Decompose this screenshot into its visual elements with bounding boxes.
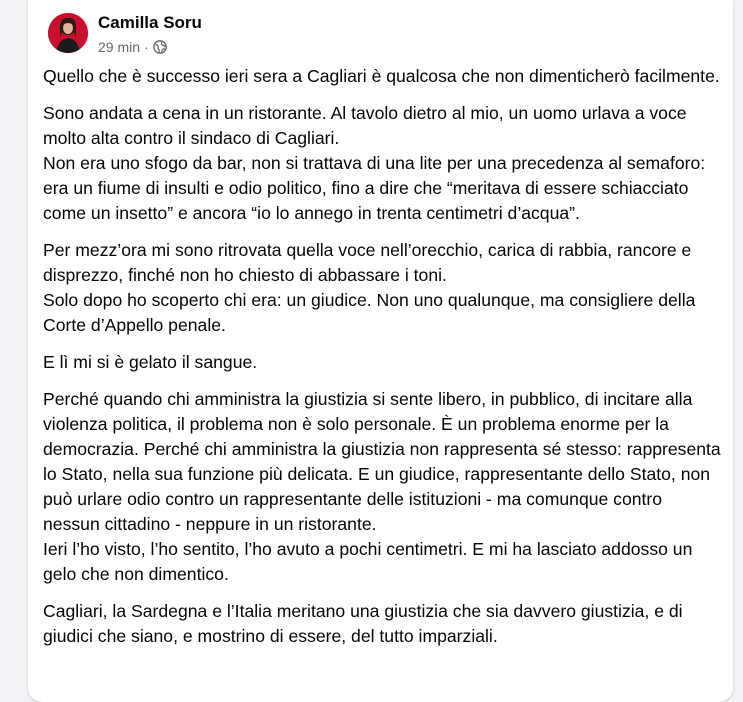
- post-paragraph: Perché quando chi amministra la giustizia si sente libero, in pubblico, di incitare alla violenza politica, il problema non è solo personale. È un problema enorme per la democrazia. Perché chi amministra la giustizia non rappresenta sé stesso: rappresenta lo Stato, nella sua funzione più delicata. E un giudice, rappresentante dello Stato, non può urlare odio contro un rappresentante delle istituzioni - ma comunque contro nessun cittadino - neppure in un ristorante. Ieri l’ho visto, l’ho sentito, l’ho avuto a pochi centimetri. E mi ha lasciato addosso un gelo che non dimentico.: [43, 389, 721, 584]
- author-name[interactable]: Camilla Soru: [98, 13, 202, 32]
- post-text: [43, 64, 723, 649]
- post-paragraph: E lì mi si è gelato il sangue.: [43, 352, 258, 372]
- post-subline: [98, 39, 202, 55]
- post-header: [48, 13, 202, 55]
- post-meta: [98, 13, 202, 55]
- post-time[interactable]: 29 min: [98, 39, 141, 55]
- separator-dot: ·: [144, 39, 149, 55]
- post-paragraph: Quello che è successo ieri sera a Cagliari è qualcosa che non dimenticherò facilmente.: [43, 66, 720, 86]
- post-card: [28, 0, 733, 702]
- post-paragraph: Sono andata a cena in un ristorante. Al tavolo dietro al mio, un uomo urlava a voce molto alta contro il sindaco di Cagliari. Non era uno sfogo da bar, non si trattava di una lite per una precedenza al semaforo: era un fiume di insulti e odio politico, fino a dire che “meritava di essere schiacciato come un insetto” e ancora “io lo annego in trenta centimetri d’acqua”.: [43, 103, 706, 223]
- globe-icon[interactable]: [153, 40, 167, 54]
- post-paragraph: Per mezz’ora mi sono ritrovata quella voce nell’orecchio, carica di rabbia, rancore e disprezzo, finché non ho chiesto di abbassare i toni. Solo dopo ho scoperto chi era: un giudice. Non uno qualunque, ma consigliere della Corte d’Appello penale.: [43, 240, 696, 335]
- post-paragraph: Cagliari, la Sardegna e l’Italia meritano una giustizia che sia davvero giustizia, e di giudici che siano, e mostrino di essere, del tutto imparziali.: [43, 601, 688, 646]
- avatar-image: [48, 13, 88, 53]
- avatar[interactable]: [48, 13, 88, 53]
